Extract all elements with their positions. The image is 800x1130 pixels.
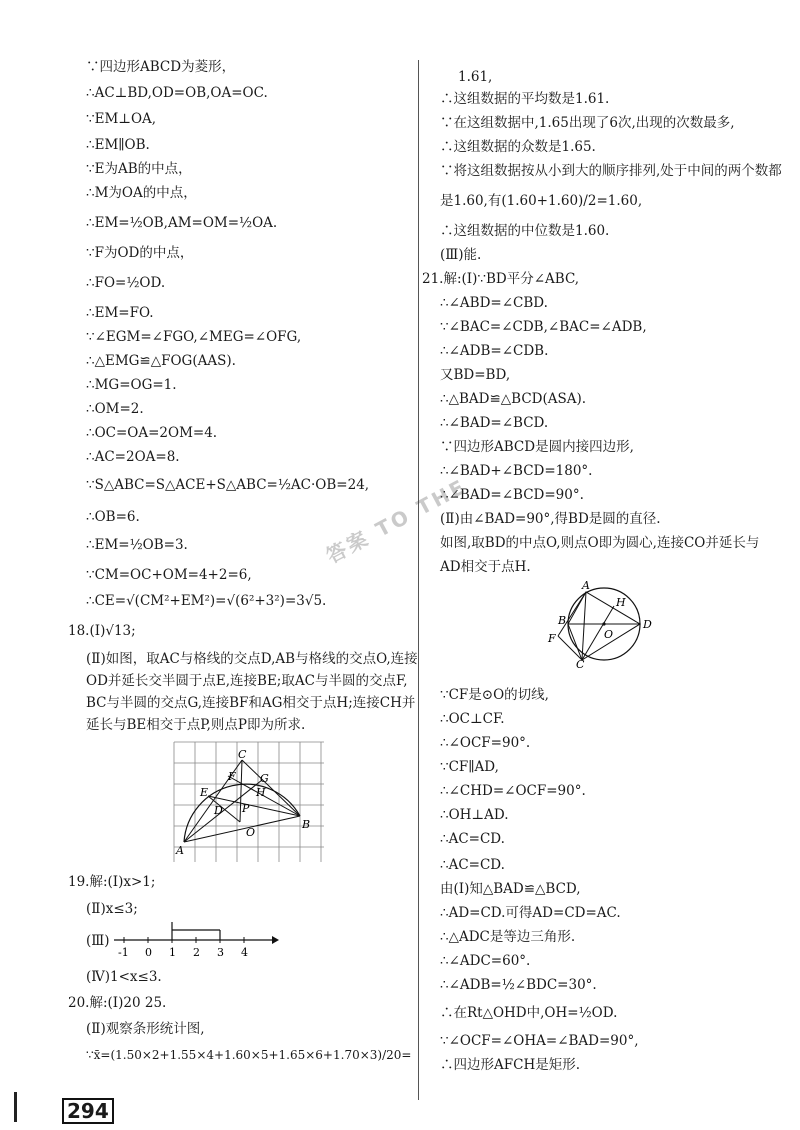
tick-label: -1 <box>118 946 129 959</box>
text-line: ∴这组数据的中位数是1.60. <box>440 223 610 239</box>
text-line: ∴EM=½OB,AM=OM=½OA. <box>86 215 278 231</box>
tick-label: 3 <box>217 946 224 959</box>
text-line: (Ⅲ) <box>86 933 110 949</box>
text-line: ∴∠BAD=∠BCD. <box>440 415 549 431</box>
text-line: ∵E为AB的中点， <box>86 161 192 177</box>
point-label: E <box>200 786 209 799</box>
text-line: ∴这组数据的平均数是1.61. <box>440 91 610 107</box>
text-line: ∴M为OA的中点， <box>86 185 197 201</box>
point-label: H <box>616 596 626 609</box>
text-line: ∴∠BAD+∠BCD=180°. <box>440 463 593 479</box>
point-label: O <box>246 826 256 839</box>
text-line: ∴OH⊥AD. <box>440 807 509 823</box>
text-line: (Ⅱ)x≤3; <box>86 901 138 917</box>
text-line: ∴在Rt△OHD中,OH=½OD. <box>440 1005 618 1021</box>
text-line: OD并延长交半圆于点E,连接BE;取AC与半圆的交点F, <box>86 673 408 689</box>
tick-label: 0 <box>145 946 152 959</box>
text-line: 如图,取BD的中点O,则点O即为圆心,连接CO并延长与 <box>440 535 760 551</box>
text-line: ∴△BAD≌△BCD(ASA). <box>440 391 587 407</box>
text-line: ∴EM=½OB=3. <box>86 537 188 553</box>
point-label: C <box>238 748 247 761</box>
text-line: ∴OC=OA=2OM=4. <box>86 425 218 441</box>
tick-label: 4 <box>241 946 248 959</box>
text-line: ∴OC⊥CF. <box>440 711 505 727</box>
text-line: ∴∠OCF=90°. <box>440 735 531 751</box>
text-line: ∴MG=OG=1. <box>86 377 177 393</box>
text-line: ∴∠CHD=∠OCF=90°. <box>440 783 586 799</box>
text-line: ∵∠EGM=∠FGO,∠MEG=∠OFG, <box>86 329 302 345</box>
text-line: 由(Ⅰ)知△BAD≌△BCD, <box>440 881 581 897</box>
arrow-icon <box>272 936 279 944</box>
point-label: F <box>548 632 556 645</box>
text-line: ∴这组数据的众数是1.65. <box>440 139 596 155</box>
text-line: ∵将这组数据按从小到大的顺序排列,处于中间的两个数都 <box>440 163 782 179</box>
watermark-stamp: 答案 TO THE <box>322 473 471 568</box>
figure-18-grid <box>170 738 330 866</box>
text-line: 1.61, <box>458 69 493 85</box>
text-line: 又BD=BD, <box>440 367 511 383</box>
text-line: ∴∠ADB=∠CDB. <box>440 343 549 359</box>
point-label: G <box>260 772 269 785</box>
text-line: ∴△ADC是等边三角形. <box>440 929 576 945</box>
page-number: 294 <box>62 1098 114 1124</box>
text-line: ∴CE=√(CM²+EM²)=√(6²+3²)=3√5. <box>86 593 327 609</box>
text-line: ∴AC=2OA=8. <box>86 449 180 465</box>
text-line: ∵CF是⊙O的切线, <box>440 687 549 703</box>
text-line: ∴OB=6. <box>86 509 140 525</box>
text-line: ∴EM=FO. <box>86 305 154 321</box>
point-label: D <box>643 618 652 631</box>
text-line: ∴AD=CD.可得AD=CD=AC. <box>440 905 621 921</box>
text-line: (Ⅱ)由∠BAD=90°,得BD是圆的直径. <box>440 511 661 527</box>
text-line: ∴∠ABD=∠CBD. <box>440 295 548 311</box>
tick-label: 2 <box>193 946 200 959</box>
text-line: ∴四边形AFCH是矩形. <box>440 1057 581 1073</box>
tick-label: 1 <box>169 946 176 959</box>
text-line: ∵∠OCF=∠OHA=∠BAD=90°, <box>440 1033 639 1049</box>
text-line: ∴AC=CD. <box>440 857 505 873</box>
point-label: F <box>228 770 236 783</box>
construction-lines <box>184 760 300 842</box>
point-label: O <box>604 628 614 641</box>
point-label: B <box>558 614 567 627</box>
text-line: ∴△EMG≌△FOG(AAS). <box>86 353 236 369</box>
text-line: ∴FO=½OD. <box>86 275 166 291</box>
point-label: P <box>242 802 250 815</box>
text-line: (Ⅳ)1<x≤3. <box>86 969 162 985</box>
text-line: 20.解:(Ⅰ)20 25. <box>68 995 167 1011</box>
text-line: (Ⅱ)如图，取AC与格线的交点D,AB与格线的交点O,连接 <box>86 651 418 667</box>
figure-21-circle <box>544 580 660 670</box>
text-line: ∵在这组数据中,1.65出现了6次,出现的次数最多, <box>440 115 735 131</box>
text-line: 是1.60,有(1.60+1.60)/2=1.60, <box>440 193 643 209</box>
text-line: 延长与BE相交于点P,则点P即为所求. <box>86 717 306 733</box>
text-line: BC与半圆的交点G,连接BF和AG相交于点H;连接CH并 <box>86 695 416 711</box>
text-line: ∵CF∥AD, <box>440 759 499 775</box>
point-label: B <box>302 818 311 831</box>
figure-lines <box>558 592 640 660</box>
text-line: (Ⅱ)观察条形统计图, <box>86 1021 205 1037</box>
text-line: ∵∠BAC=∠CDB,∠BAC=∠ADB, <box>440 319 647 335</box>
point-label: A <box>176 844 184 857</box>
point-label: A <box>582 580 590 592</box>
text-line: ∴AC⊥BD,OD=OB,OA=OC. <box>86 85 268 101</box>
text-line: 18.(Ⅰ)√13; <box>68 623 136 639</box>
text-line: ∵F为OD的中点， <box>86 245 194 261</box>
text-line: ∴∠BAD=∠BCD=90°. <box>440 487 584 503</box>
text-line: ∵四边形ABCD为菱形， <box>86 59 236 75</box>
text-line: 21.解:(Ⅰ)∵BD平分∠ABC, <box>422 271 580 287</box>
point-label: C <box>576 658 585 670</box>
point-label: D <box>214 804 223 817</box>
text-line: ∴AC=CD. <box>440 831 505 847</box>
text-line: (Ⅲ)能. <box>440 247 482 263</box>
text-line: ∴OM=2. <box>86 401 144 417</box>
text-line: ∵EM⊥OA, <box>86 111 157 127</box>
text-line: AD相交于点H. <box>440 559 531 575</box>
text-line: ∴∠ADC=60°. <box>440 953 531 969</box>
text-line: ∴∠ADB=½∠BDC=30°. <box>440 977 597 993</box>
point-label: H <box>256 786 266 799</box>
text-line: ∵四边形ABCD是圆内接四边形, <box>440 439 634 455</box>
text-line: ∵x̄=(1.50×2+1.55×4+1.60×5+1.65×6+1.70×3)/20= <box>86 1048 412 1062</box>
text-line: 19.解:(Ⅰ)x>1; <box>68 874 156 890</box>
figure-19-number-line <box>112 918 282 962</box>
center-dot <box>602 622 605 625</box>
text-line: ∴EM∥OB. <box>86 137 150 153</box>
text-line: ∵S△ABC=S△ACE+S△ABC=½AC·OB=24, <box>86 477 370 493</box>
page-margin-bar <box>14 1092 17 1122</box>
text-line: ∵CM=OC+OM=4+2=6, <box>86 567 252 583</box>
